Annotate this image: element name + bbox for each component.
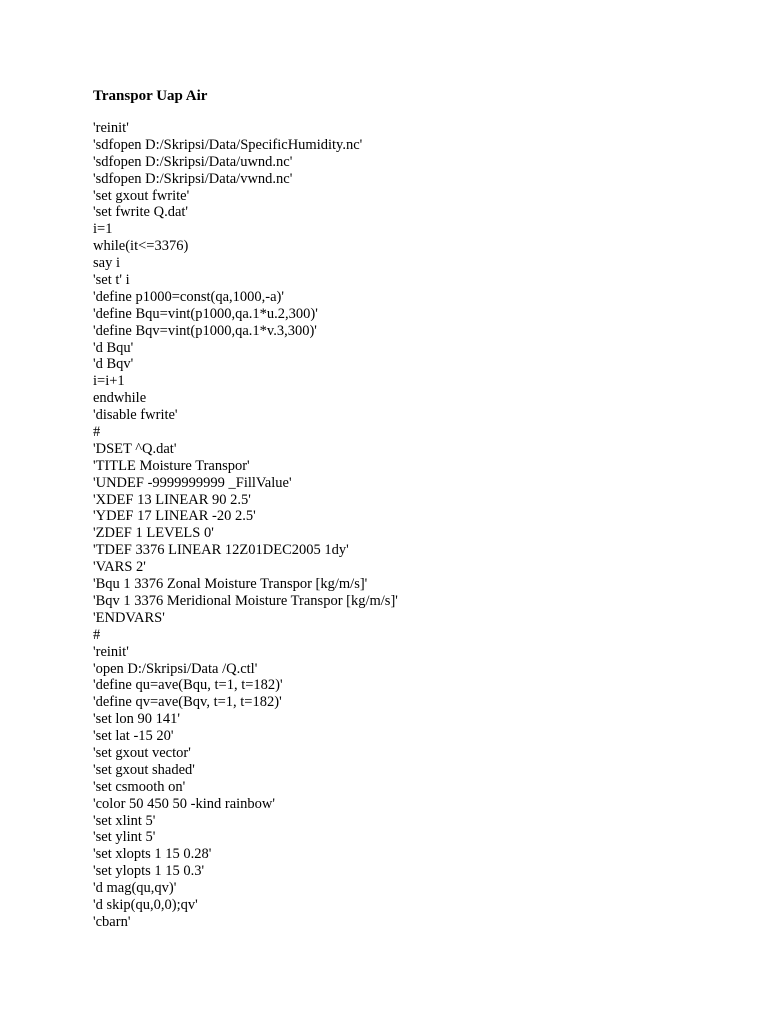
code-line: i=1 — [93, 221, 113, 238]
code-line: 'VARS 2' — [93, 559, 146, 576]
code-line: 'set gxout shaded' — [93, 761, 195, 778]
code-line: 'define Bqu=vint(p1000,qa.1*u.2,300)' — [93, 305, 318, 322]
code-line: 'set fwrite Q.dat' — [93, 204, 189, 221]
code-line: 'define Bqv=vint(p1000,qa.1*v.3,300)' — [93, 322, 317, 339]
code-line: 'ZDEF 1 LEVELS 0' — [93, 525, 214, 542]
code-line: 'DSET ^Q.dat' — [93, 440, 177, 457]
code-line: 'reinit' — [93, 120, 129, 136]
code-line: 'Bqv 1 3376 Meridional Moisture Transpor [kg/m/s]' — [93, 592, 398, 609]
code-line: 'Bqu 1 3376 Zonal Moisture Transpor [kg/m/s]' — [93, 576, 368, 593]
code-line: 'reinit' — [93, 643, 129, 660]
code-line: 'set gxout vector' — [93, 744, 191, 761]
code-line: 'd Bqv' — [93, 356, 134, 373]
code-line: 'set lat -15 20' — [93, 728, 174, 745]
code-line: 'YDEF 17 LINEAR -20 2.5' — [93, 508, 256, 525]
code-line: 'define qv=ave(Bqv, t=1, t=182)' — [93, 694, 282, 711]
code-line: 'sdfopen D:/Skripsi/Data/SpecificHumidity.nc' — [93, 136, 363, 153]
code-line: 'XDEF 13 LINEAR 90 2.5' — [93, 491, 251, 508]
code-line: 'sdfopen D:/Skripsi/Data/uwnd.nc' — [93, 153, 293, 170]
code-line: 'set gxout fwrite' — [93, 187, 190, 204]
code-line: 'open D:/Skripsi/Data /Q.ctl' — [93, 660, 258, 677]
code-line: 'd mag(qu,qv)' — [93, 880, 177, 897]
code-line: endwhile — [93, 390, 147, 407]
code-line: say i — [93, 255, 120, 272]
code-line: 'TITLE Moisture Transpor' — [93, 457, 250, 474]
code-line: 'set t' i — [93, 272, 130, 289]
code-line: 'ENDVARS' — [93, 609, 165, 626]
code-line: 'TDEF 3376 LINEAR 12Z01DEC2005 1dy' — [93, 542, 349, 559]
document-title: Transpor Uap Air — [93, 88, 208, 104]
code-line: 'define p1000=const(qa,1000,-a)' — [93, 288, 284, 305]
code-line: 'set csmooth on' — [93, 778, 186, 795]
code-line: 'set xlopts 1 15 0.28' — [93, 846, 212, 863]
code-line: i=i+1 — [93, 373, 125, 390]
code-line: 'disable fwrite' — [93, 407, 178, 424]
code-line: 'sdfopen D:/Skripsi/Data/vwnd.nc' — [93, 170, 293, 187]
code-line: 'set ylopts 1 15 0.3' — [93, 863, 205, 880]
code-line: 'cbarn' — [93, 913, 131, 930]
code-line: # — [93, 626, 101, 643]
code-line: 'set ylint 5' — [93, 829, 156, 846]
code-line: 'set xlint 5' — [93, 812, 156, 829]
code-line: 'd Bqu' — [93, 339, 134, 356]
code-line: # — [93, 424, 101, 441]
code-line: 'define qu=ave(Bqu, t=1, t=182)' — [93, 677, 283, 694]
code-line: 'UNDEF -9999999999 _FillValue' — [93, 474, 292, 491]
code-line: 'color 50 450 50 -kind rainbow' — [93, 795, 276, 812]
script-code-block — [93, 120, 398, 931]
code-line: while(it<=3376) — [93, 238, 189, 255]
code-line: 'd skip(qu,0,0);qv' — [93, 896, 198, 913]
code-line: 'set lon 90 141' — [93, 711, 180, 728]
